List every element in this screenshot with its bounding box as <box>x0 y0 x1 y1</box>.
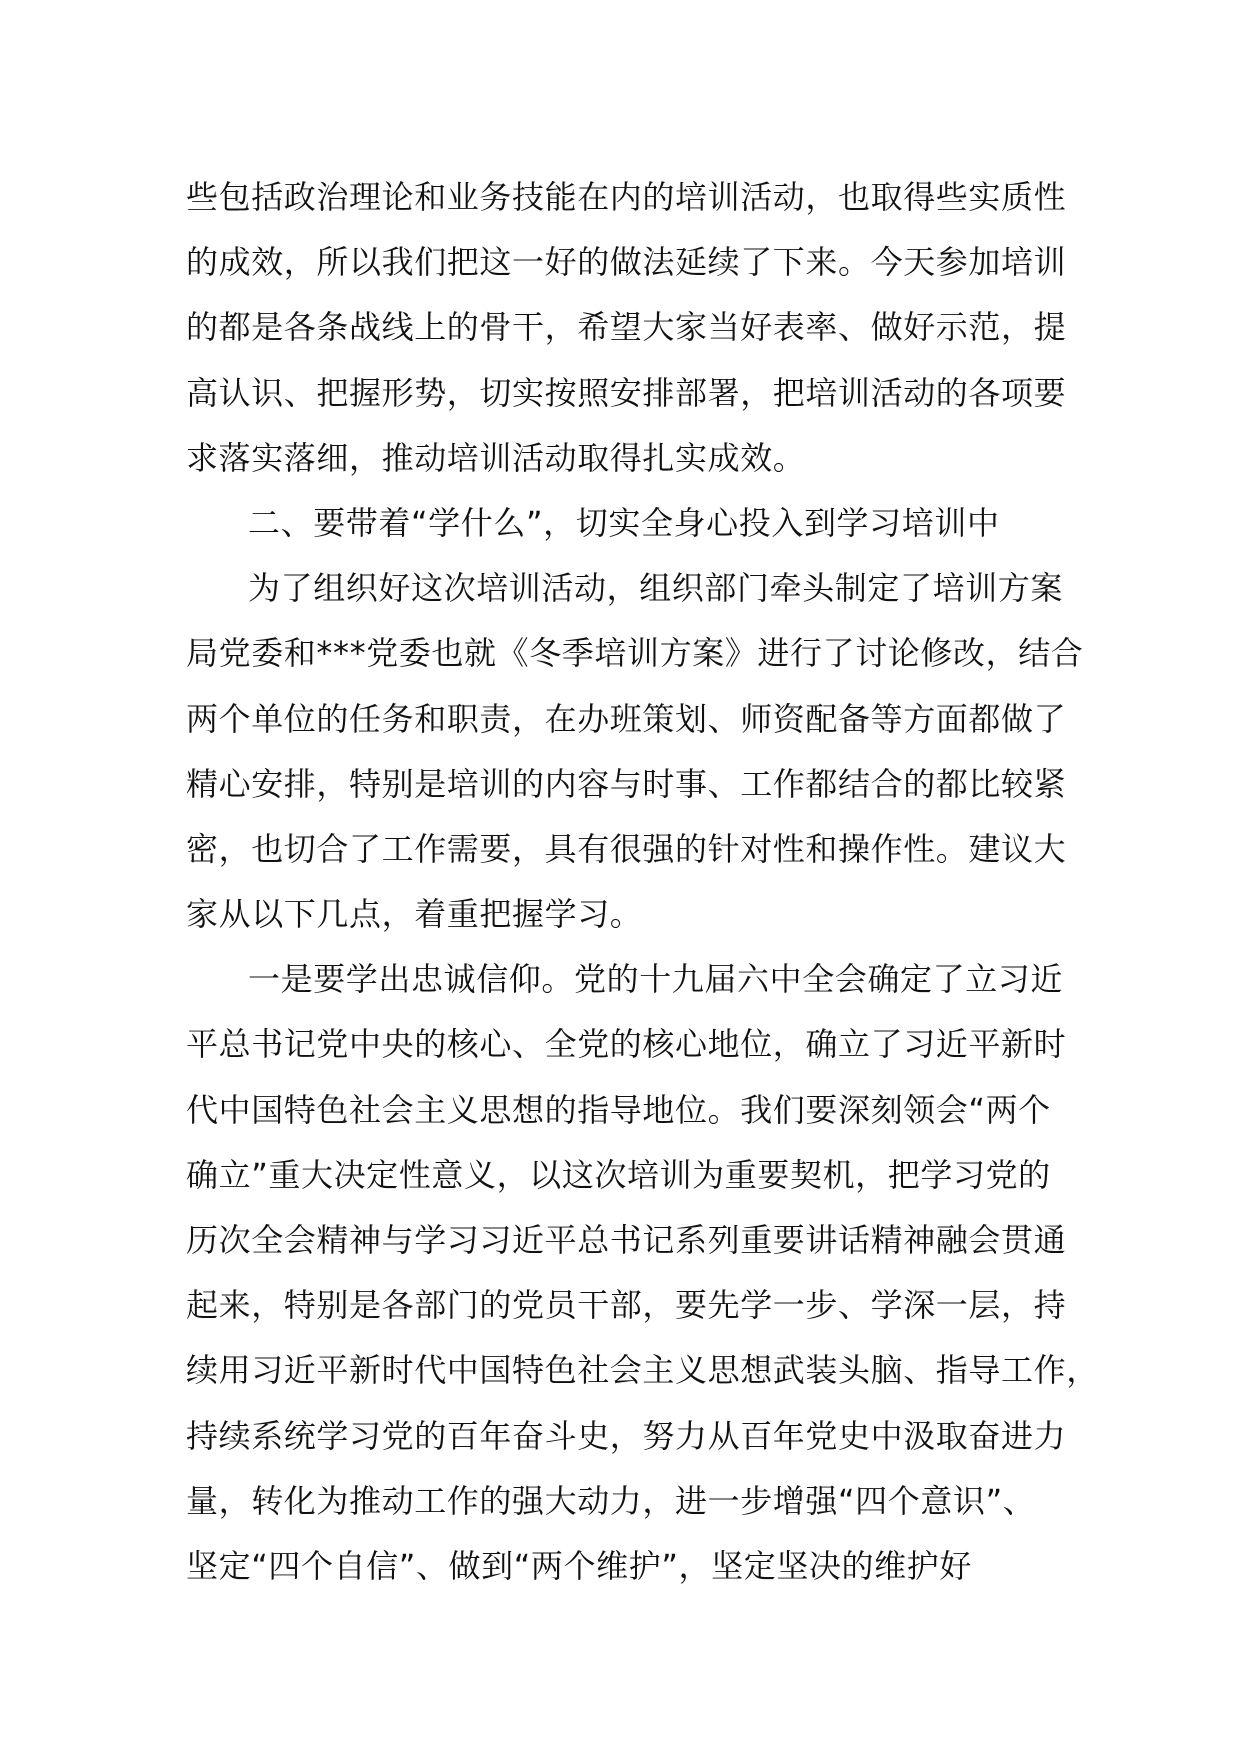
paragraph-start: 为了组织好这次培训活动，组织部门牵头制定了培训方案 <box>248 569 1064 608</box>
text-line: 两个单位的任务和职责，在办班策划、师资配备等方面都做了 <box>186 699 1067 738</box>
text-line: 代中国特色社会主义思想的指导地位。我们要深刻领会“两个 <box>186 1090 1051 1129</box>
text-line: 局党委和***党委也就《冬季培训方案》进行了讨论修改，结合 <box>186 634 1084 673</box>
text-line: 密，也切合了工作需要，具有很强的针对性和操作性。建议大 <box>186 829 1067 868</box>
text-line: 求落实落细，推动培训活动取得扎实成效。 <box>186 438 806 477</box>
text-line: 精心安排，特别是培训的内容与时事、工作都结合的都比较紧 <box>186 764 1067 803</box>
text-line: 确立”重大决定性意义，以这次培训为重要契机，把学习党的 <box>186 1155 1051 1194</box>
text-line: 高认识、把握形势，切实按照安排部署，把培训活动的各项要 <box>186 373 1067 412</box>
text-line: 历次全会精神与学习习近平总书记系列重要讲话精神融会贯通 <box>186 1221 1067 1259</box>
body-text <box>186 165 1099 1599</box>
section-heading: 二、要带着“学什么”，切实全身心投入到学习培训中 <box>248 503 1000 542</box>
text-line: 持续系统学习党的百年奋斗史，努力从百年党史中汲取奋进力 <box>186 1416 1067 1455</box>
text-line: 平总书记党中央的核心、全党的核心地位，确立了习近平新时 <box>186 1025 1067 1064</box>
text-line: 起来，特别是各部门的党员干部，要先学一步、学深一层，持 <box>186 1286 1067 1325</box>
text-line: 家从以下几点，着重把握学习。 <box>186 895 643 934</box>
paragraph-start: 一是要学出忠诚信仰。党的十九届六中全会确定了立习近 <box>248 960 1064 999</box>
text-line: 量，转化为推动工作的强大动力，进一步增强“四个意识”、 <box>186 1481 1036 1520</box>
text-line: 的都是各条战线上的骨干，希望大家当好表率、做好示范，提 <box>186 308 1067 347</box>
text-line: 些包括政治理论和业务技能在内的培训活动，也取得些实质性 <box>186 178 1067 216</box>
text-line: 坚定“四个自信”、做到“两个维护”，坚定坚决的维护好 <box>186 1546 972 1585</box>
text-line: 的成效，所以我们把这一好的做法延续了下来。今天参加培训 <box>186 243 1067 282</box>
text-line: 续用习近平新时代中国特色社会主义思想武装头脑、指导工作， <box>186 1351 1099 1390</box>
